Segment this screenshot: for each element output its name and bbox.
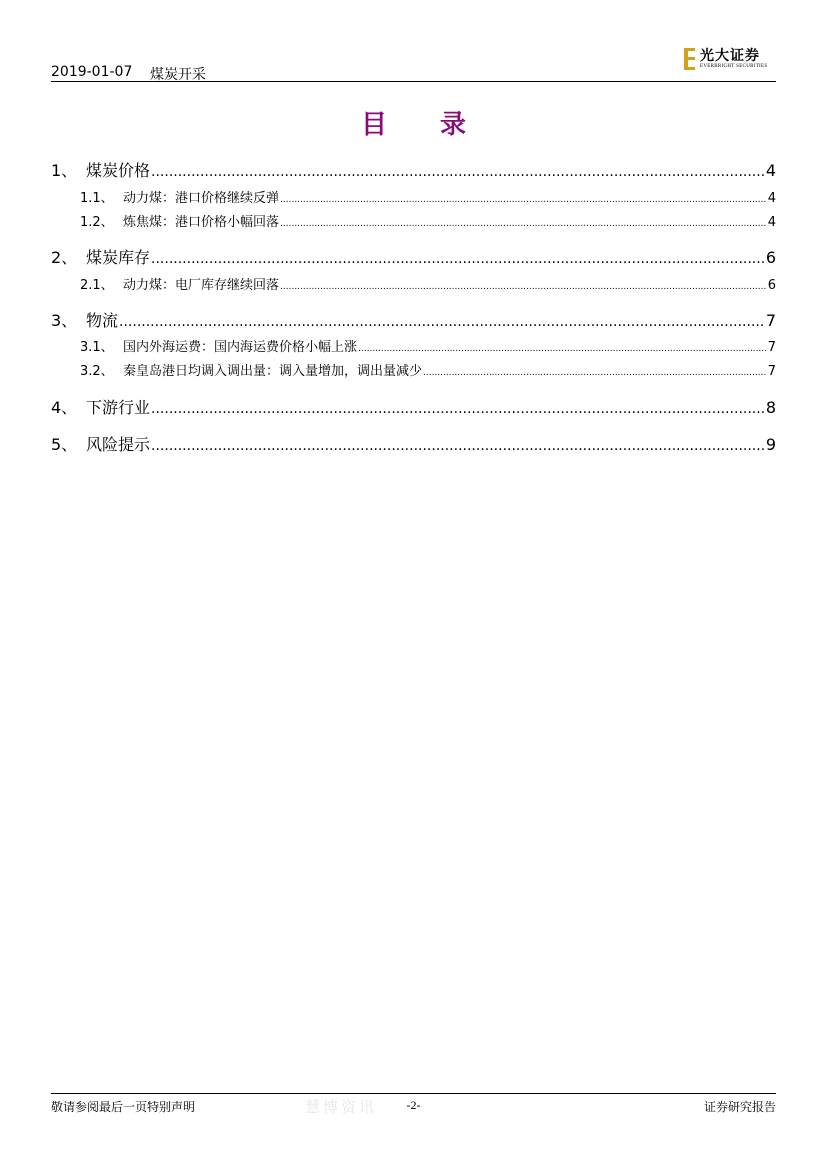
toc-entry-page: 4 <box>767 191 776 206</box>
footer-watermark: 慧博资讯 <box>305 1098 378 1116</box>
toc-entry-page: 7 <box>765 311 776 330</box>
toc-entry-title: 动力煤：港口价格继续反弹 <box>123 191 280 206</box>
toc-entry[interactable] <box>51 211 776 230</box>
toc-entry-number: 2.1、 <box>80 278 114 293</box>
toc-entry-page: 8 <box>765 398 776 417</box>
toc-entry-title: 国内外海运费：国内海运费价格小幅上涨 <box>123 340 358 355</box>
toc-dot-leader <box>280 278 767 293</box>
toc-entry-number: 3、 <box>51 311 78 330</box>
logo-mark-icon <box>684 48 696 70</box>
toc-title: 目 录 <box>360 110 489 140</box>
footer-report-type: 证券研究报告 <box>703 1100 776 1114</box>
toc-entry[interactable] <box>51 245 776 268</box>
toc-dot-leader <box>358 340 767 355</box>
toc-entry-number: 1.2、 <box>80 215 114 230</box>
toc-entry-page: 6 <box>765 248 776 267</box>
toc-entry[interactable] <box>51 187 776 206</box>
toc-dot-leader <box>151 435 765 454</box>
toc-entry-title: 物流 <box>86 311 119 330</box>
header-divider <box>51 81 776 82</box>
toc-entry-page: 4 <box>767 215 776 230</box>
toc-entry[interactable] <box>51 308 776 331</box>
toc-entry-title: 下游行业 <box>86 398 151 417</box>
toc-entry-title: 风险提示 <box>86 435 151 454</box>
toc-dot-leader <box>119 311 765 330</box>
footer-divider <box>51 1093 776 1094</box>
toc-entry-title: 秦皇岛港日均调入调出量：调入量增加，调出量减少 <box>123 364 423 379</box>
toc-entry[interactable] <box>51 432 776 455</box>
toc-entry-page: 7 <box>767 364 776 379</box>
header-date: 2019-01-07 <box>51 64 133 80</box>
toc-entry-page: 7 <box>767 340 776 355</box>
toc-entry-title: 煤炭库存 <box>86 248 151 267</box>
logo-chinese-name: 光大证券 <box>700 48 760 64</box>
toc-entry-title: 动力煤：电厂库存继续回落 <box>123 278 280 293</box>
toc-entry[interactable] <box>51 158 776 181</box>
toc-dot-leader <box>280 191 767 206</box>
toc-entry-number: 2、 <box>51 248 78 267</box>
toc-entry[interactable] <box>51 395 776 418</box>
toc-entry-page: 6 <box>767 278 776 293</box>
logo-english-name: EVERBRIGHT SECURITIES <box>700 64 768 69</box>
toc-entry[interactable] <box>51 360 776 379</box>
toc-entry[interactable] <box>51 336 776 355</box>
toc-dot-leader <box>151 248 765 267</box>
toc-entry-number: 1、 <box>51 161 78 180</box>
toc-entry-title: 煤炭价格 <box>86 161 151 180</box>
toc-entry-page: 4 <box>765 161 776 180</box>
company-logo <box>684 48 767 74</box>
footer-page-number: -2- <box>406 1098 421 1112</box>
toc-entry[interactable] <box>51 274 776 293</box>
toc-dot-leader <box>151 161 765 180</box>
toc-entry-title: 炼焦煤：港口价格小幅回落 <box>123 215 280 230</box>
header-sector: 煤炭开采 <box>150 67 206 83</box>
toc-entry-page: 9 <box>765 435 776 454</box>
toc-entry-number: 3.1、 <box>80 340 114 355</box>
toc-entry-number: 3.2、 <box>80 364 114 379</box>
toc-dot-leader <box>423 364 767 379</box>
toc-dot-leader <box>151 398 765 417</box>
toc-entry-number: 5、 <box>51 435 78 454</box>
toc-entry-number: 4、 <box>51 398 78 417</box>
toc-dot-leader <box>280 215 767 230</box>
toc-entry-number: 1.1、 <box>80 191 114 206</box>
footer-disclaimer: 敬请参阅最后一页特别声明 <box>51 1100 196 1114</box>
